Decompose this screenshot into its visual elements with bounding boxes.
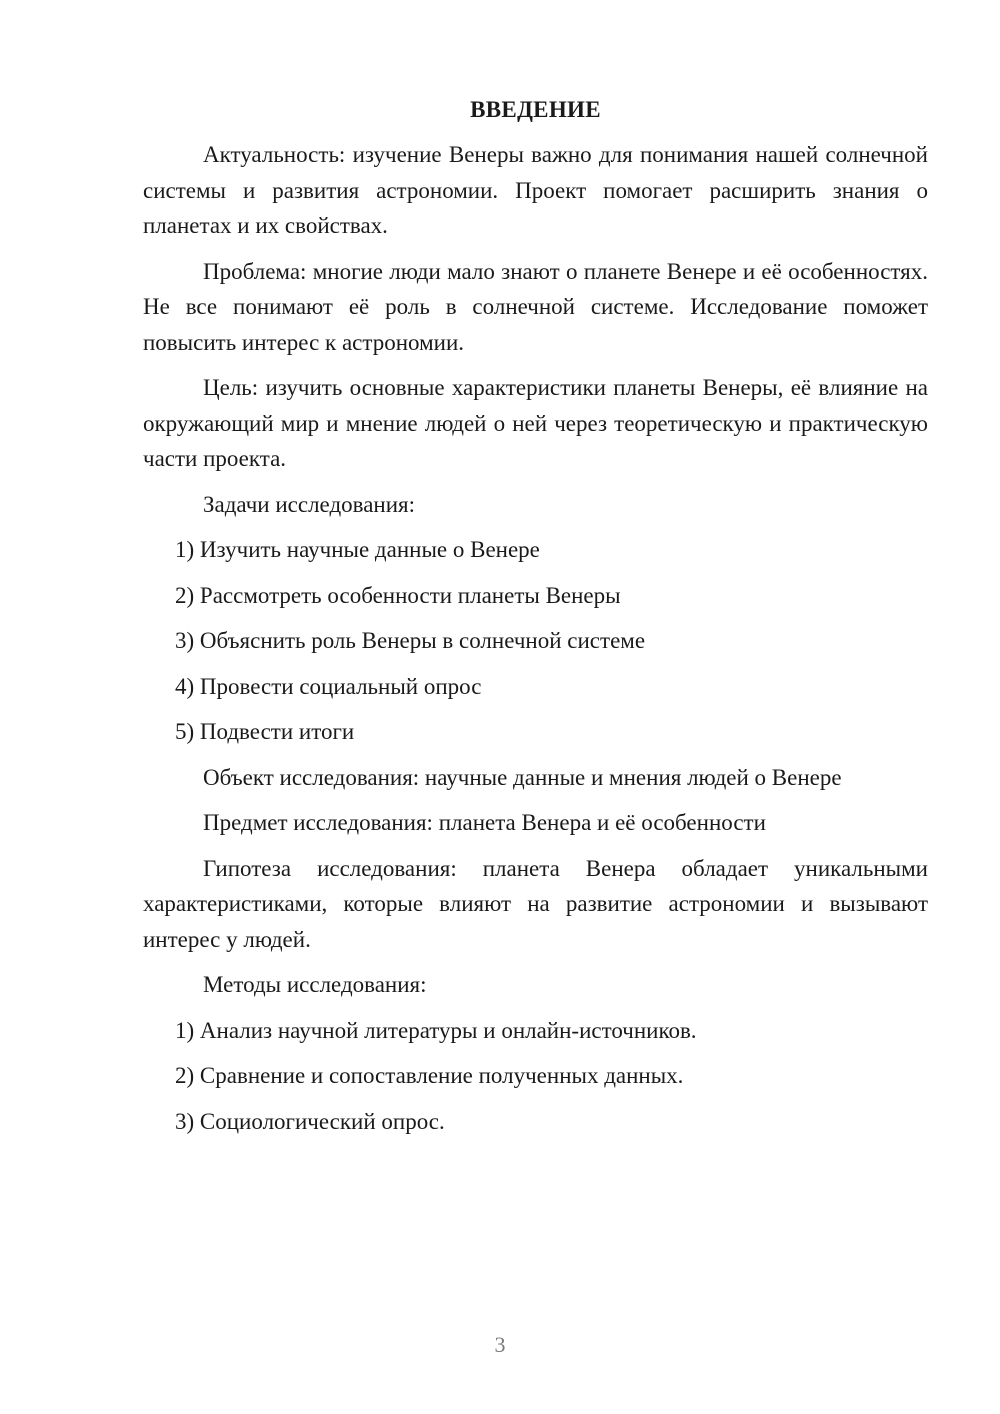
section-title: ВВЕДЕНИЕ xyxy=(470,97,601,122)
methods-heading: Методы исследования: xyxy=(203,972,427,997)
list-item: 1) Изучить научные данные о Венере xyxy=(175,537,540,562)
methods-list xyxy=(143,1013,928,1140)
page-number: 3 xyxy=(494,1332,506,1357)
list-item: 3) Объяснить роль Венеры в солнечной системе xyxy=(175,628,646,653)
paragraph-relevance: Актуальность: изучение Венеры важно для понимания нашей солнечной системы и развития астрономии. Проект помогает расширить знания о планетах и их свойствах. xyxy=(143,142,928,238)
paragraph-problem: Проблема: многие люди мало знают о планете Венере и её особенностях. Не все понимают её роль в солнечной системе. Исследование поможет повысить интерес к астрономии. xyxy=(143,258,928,355)
research-subject: Предмет исследования: планета Венера и её особенности xyxy=(203,810,766,835)
list-item: 1) Анализ научной литературы и онлайн-источников. xyxy=(175,1017,697,1043)
list-item: 2) Рассмотреть особенности планеты Венеры xyxy=(175,582,621,608)
list-item: 3) Социологический опрос. xyxy=(175,1108,445,1134)
list-item: 5) Подвести итоги xyxy=(175,719,355,744)
list-item: 4) Провести социальный опрос xyxy=(175,673,482,699)
research-hypothesis: Гипотеза исследования: планета Венера обладает уникальными характеристиками, которые влияют на развитие астрономии и вызывают интерес у людей. xyxy=(143,855,928,952)
list-item: 2) Сравнение и сопоставление полученных данных. xyxy=(175,1063,684,1088)
tasks-heading: Задачи исследования: xyxy=(203,491,416,517)
paragraph-goal: Цель: изучить основные характеристики планеты Венеры, её влияние на окружающий мир и мнение людей о ней через теоретическую и практическую части проекта. xyxy=(143,375,928,471)
document-page xyxy=(143,92,928,1149)
tasks-list xyxy=(143,532,928,750)
research-object: Объект исследования: научные данные и мнения людей о Венере xyxy=(203,764,842,790)
